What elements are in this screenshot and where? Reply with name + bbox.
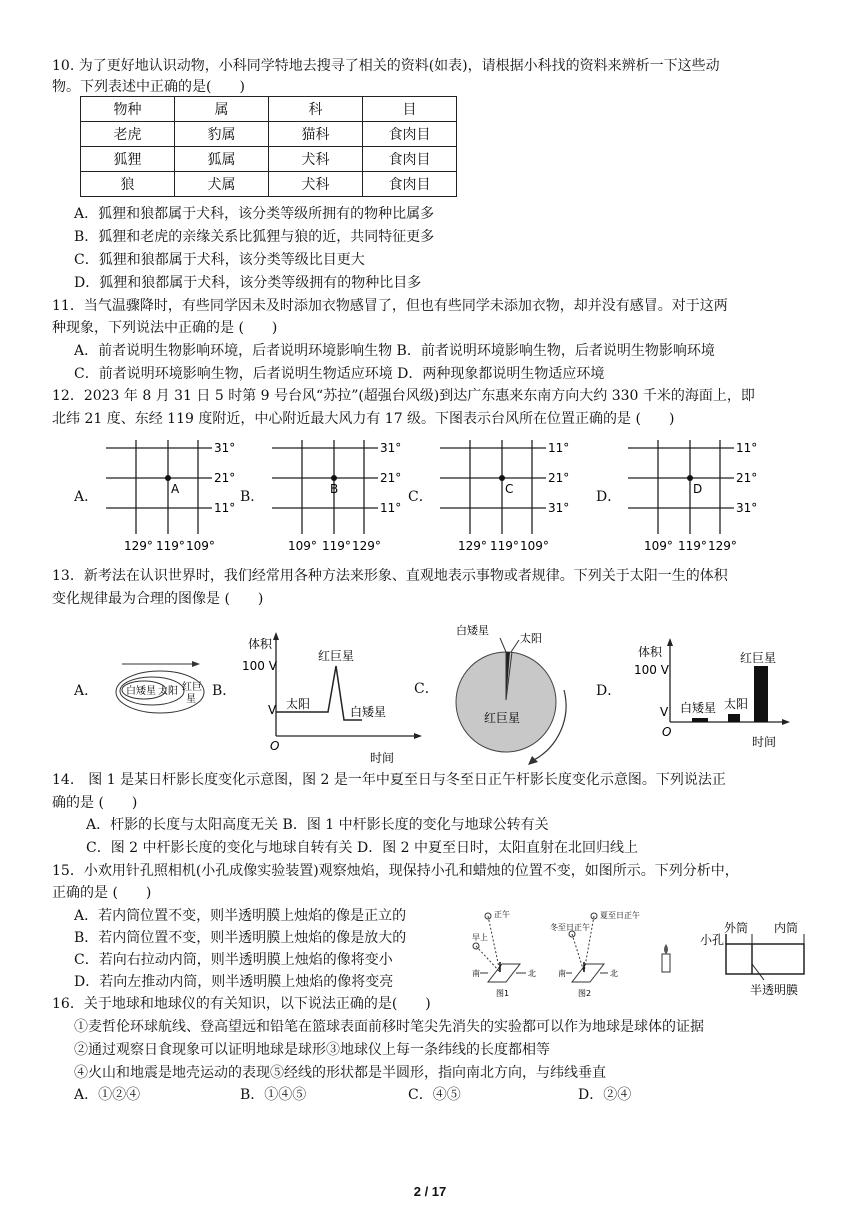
option-label: A． [74, 683, 99, 699]
lat-label: 21° [548, 471, 570, 485]
membrane-label: 半透明膜 [750, 983, 799, 997]
q15-stem-line1: 15．小欢用针孔照相机(小孔成像实验装置)观察烛焰，现保持小孔和蜡烛的位置不变，如图所示。下列分析中， [52, 863, 739, 879]
lat-label: 21° [380, 471, 402, 485]
typhoon-point [331, 475, 337, 481]
lon-label: 109° [644, 539, 673, 553]
lat-label: 21° [214, 471, 236, 485]
q16-option-a: A．①②④ [74, 1087, 141, 1103]
q15-option-a: A．若内筒位置不变，则半透明膜上烛焰的像是正立的 [74, 908, 407, 924]
table-cell: 食肉目 [363, 147, 457, 172]
red-giant-label-2: 星 [186, 694, 196, 705]
option-label: C． [408, 489, 433, 505]
white-dwarf-label: 白矮星 [680, 701, 717, 715]
q16-statement-2: ②通过观察日食现象可以证明地球是球形③地球仪上每一条纬线的长度都相等 [74, 1042, 550, 1058]
q14-stem-line1: 14. 图 1 是某日杆影长度变化示意图，图 2 是一年中夏至日与冬至日正午杆影长度变化示意图。下列说法正 [52, 772, 726, 788]
pinhole-camera-diagram [656, 920, 806, 1000]
table-row [81, 147, 457, 172]
page-number: 2 / 17 [413, 1184, 447, 1199]
table-row [81, 122, 457, 147]
typhoon-point [165, 475, 171, 481]
sun-label: 太阳 [520, 632, 542, 645]
q14-stem-line2: 确的是 ( ) [52, 795, 138, 811]
q15-option-d: D．若向左推动内筒，则半透明膜上烛焰的像将变亮 [74, 974, 394, 990]
y-axis-label: 体积 [638, 645, 663, 659]
q13-figure-a [74, 650, 214, 730]
table-header-row [81, 97, 457, 122]
q10-option-d: D．狐狸和狼都属于犬科，该分类等级拥有的物种比目多 [74, 275, 422, 291]
table-row [81, 172, 457, 197]
red-giant-label: 红巨星 [318, 649, 355, 663]
red-giant-bar [754, 666, 768, 722]
q15-option-b: B．若内筒位置不变，则半透明膜上烛焰的像是放大的 [74, 930, 407, 946]
lat-label: 31° [548, 501, 570, 515]
q16-option-c: C．④⑤ [408, 1087, 461, 1103]
q12-map-a [74, 438, 244, 556]
q13-figure-d [596, 636, 796, 768]
table-cell: 狐属 [175, 147, 269, 172]
lon-label: 109° [186, 539, 215, 553]
origin-label: O [270, 739, 280, 753]
q16-statement-1: ①麦哲伦环球航线、登高望远和铅笔在篮球表面前移时笔尖先消失的实验都可以作为地球是球体的证据 [74, 1019, 704, 1035]
typhoon-point [499, 475, 505, 481]
q15-shadow-figures [466, 906, 646, 998]
table-cell: 老虎 [81, 122, 175, 147]
table-cell: 犬科 [269, 147, 363, 172]
lon-label: 119° [322, 539, 351, 553]
lat-label: 11° [214, 501, 236, 515]
lon-label: 129° [352, 539, 381, 553]
lon-label: 109° [288, 539, 317, 553]
table-cell: 食肉目 [363, 172, 457, 197]
figure-caption: 图1 [496, 989, 510, 998]
x-axis-label: 时间 [752, 735, 777, 749]
option-label: C． [414, 681, 439, 697]
taxonomy-table [80, 96, 457, 197]
q16-option-b: B．①④⑤ [240, 1087, 307, 1103]
white-dwarf-label: 白矮星 [456, 624, 489, 637]
q12-stem-line2: 北纬 21 度、东经 119 度附近，中心附近最大风力有 17 级。下图表示台风所在位置正确的是 ( ) [52, 411, 675, 427]
table-cell: 犬属 [175, 172, 269, 197]
volume-time-graph [212, 628, 432, 766]
table-cell: 猫科 [269, 122, 363, 147]
volume-bar-graph [596, 636, 796, 768]
point-label: C [505, 482, 514, 496]
lat-label: 11° [380, 501, 402, 515]
lon-label: 119° [490, 539, 519, 553]
q11-options-cd: C．前者说明环境影响生物，后者说明生物适应环境 D．两种现象都说明生物适应环境 [74, 366, 605, 382]
q13-figure-c [414, 620, 594, 770]
lon-label: 129° [124, 539, 153, 553]
lon-label: 119° [678, 539, 707, 553]
q10-stem-line1: 10. 为了更好地认识动物，小科同学特地去搜寻了相关的资料(如表)，请根据小科找的资料来辨析一下这些动 [52, 58, 720, 74]
table-cell: 豹属 [175, 122, 269, 147]
y-tick-v: V [268, 703, 277, 717]
q16-option-d: D．②④ [578, 1087, 632, 1103]
lat-label: 21° [736, 471, 758, 485]
pie-size-diagram [414, 620, 594, 770]
lon-label: 109° [520, 539, 549, 553]
white-dwarf-label: 白矮星 [350, 705, 387, 719]
typhoon-point [687, 475, 693, 481]
q12-stem-line1: 12．2023 年 8 月 31 日 5 时第 9 号台风“苏拉”(超强台风级)到达广东惠来东南方向大约 330 千米的海面上，即 [52, 388, 755, 404]
flame [664, 944, 668, 954]
y-tick-100v: 100 V [634, 663, 669, 677]
outer-tube-label: 外筒 [724, 921, 749, 935]
q13-stem-line2: 变化规律最为合理的图像是 ( ) [52, 591, 264, 607]
point-label: D [693, 482, 703, 496]
q14-options-cd: C．图 2 中杆影长度的变化与地球自转有关 D．图 2 中夏至日时，太阳直射在北回归线上 [86, 840, 638, 856]
q15-stem-line2: 正确的是 ( ) [52, 885, 152, 901]
table-header: 目 [363, 97, 457, 122]
table-cell: 狐狸 [81, 147, 175, 172]
sun-label: 太阳 [724, 697, 749, 711]
q10-stem-line2: 物。下列表述中正确的是( ) [52, 79, 245, 95]
morning-label: 早上 [472, 933, 488, 942]
white-dwarf-label: 白矮星 [126, 686, 156, 697]
y-axis-label: 体积 [248, 637, 273, 651]
q12-map-d [596, 438, 766, 556]
option-label: B． [240, 489, 265, 505]
origin-label: O [662, 725, 672, 739]
summer-noon-label: 夏至日正午 [600, 911, 640, 920]
winter-noon-label: 冬至日正午 [550, 923, 590, 932]
y-tick-100v: 100 V [242, 659, 277, 673]
red-giant-label: 红巨星 [740, 651, 777, 665]
grid-map [240, 438, 410, 556]
q11-stem-line1: 11．当气温骤降时，有些同学因未及时添加衣物感冒了，但也有些同学未添加衣物，却并没有感冒。对于这两 [52, 298, 728, 314]
q14-options-ab: A．杆影的长度与太阳高度无关 B．图 1 中杆影长度的变化与地球公转有关 [86, 817, 549, 833]
x-axis-label: 时间 [370, 751, 395, 765]
white-dwarf-bar [692, 718, 708, 722]
table-cell: 食肉目 [363, 122, 457, 147]
south-label: 南 [558, 969, 566, 978]
q16-statement-3: ④火山和地震是地壳运动的表现⑤经线的形状都是半圆形，指向南北方向，与纬线垂直 [74, 1065, 606, 1081]
lat-label: 31° [380, 441, 402, 455]
table-header: 物种 [81, 97, 175, 122]
table-cell: 狼 [81, 172, 175, 197]
q11-stem-line2: 种现象，下列说法中正确的是 ( ) [52, 320, 278, 336]
q10-option-a: A．狐狸和狼都属于犬科，该分类等级所拥有的物种比属多 [74, 206, 435, 222]
lon-label: 119° [156, 539, 185, 553]
south-label: 南 [472, 969, 480, 978]
option-label: B． [212, 683, 237, 699]
figure-caption: 图2 [578, 989, 592, 998]
q15-option-c: C．若向右拉动内筒，则半透明膜上烛焰的像将变小 [74, 952, 393, 968]
lat-label: 31° [736, 501, 758, 515]
table-cell: 犬科 [269, 172, 363, 197]
lat-label: 11° [548, 441, 570, 455]
option-label: D． [596, 683, 622, 699]
lon-label: 129° [458, 539, 487, 553]
q15-pinhole-camera [656, 920, 806, 1000]
table-header: 科 [269, 97, 363, 122]
sun-label: 太阳 [286, 697, 311, 711]
north-label: 北 [528, 969, 536, 978]
point-label: B [330, 482, 339, 496]
inner-tube-label: 内筒 [774, 921, 799, 935]
sun-bar [728, 714, 740, 722]
q13-stem-line1: 13．新考法在认识世界时，我们经常用各种方法来形象、直观地表示事物或者规律。下列关于太阳一生的体积 [52, 568, 728, 584]
lon-label: 129° [708, 539, 737, 553]
noon-label: 正午 [494, 910, 510, 919]
point-label: A [171, 482, 180, 496]
north-label: 北 [610, 969, 618, 978]
pinhole-label: 小孔 [700, 933, 725, 947]
q10-option-b: B．狐狸和老虎的亲缘关系比狐狸与狼的近，共同特征更多 [74, 229, 435, 245]
option-label: A． [74, 489, 99, 505]
q10-option-c: C．狐狸和狼都属于犬科，该分类等级比目更大 [74, 252, 365, 268]
q12-map-b [240, 438, 410, 556]
q11-options-ab: A．前者说明生物影响环境，后者说明环境影响生物 B．前者说明环境影响生物，后者说明生物影响环境 [74, 343, 715, 359]
lat-label: 31° [214, 441, 236, 455]
table-header: 属 [175, 97, 269, 122]
sun-label: 太阳 [158, 686, 178, 697]
grid-map [74, 438, 244, 556]
outer-tube [726, 944, 804, 974]
q16-stem: 16．关于地球和地球仪的有关知识，以下说法正确的是( ) [52, 996, 431, 1012]
candle [662, 954, 670, 972]
grid-map [408, 438, 578, 556]
y-tick-v: V [660, 705, 669, 719]
lat-label: 11° [736, 441, 758, 455]
q13-figure-b [212, 628, 432, 766]
red-giant-label: 红巨星 [484, 711, 521, 725]
option-label: D． [596, 489, 622, 505]
red-giant-label: 红巨 [182, 682, 202, 693]
grid-map [596, 438, 766, 556]
q12-map-c [408, 438, 578, 556]
shadow-diagrams [466, 906, 646, 998]
